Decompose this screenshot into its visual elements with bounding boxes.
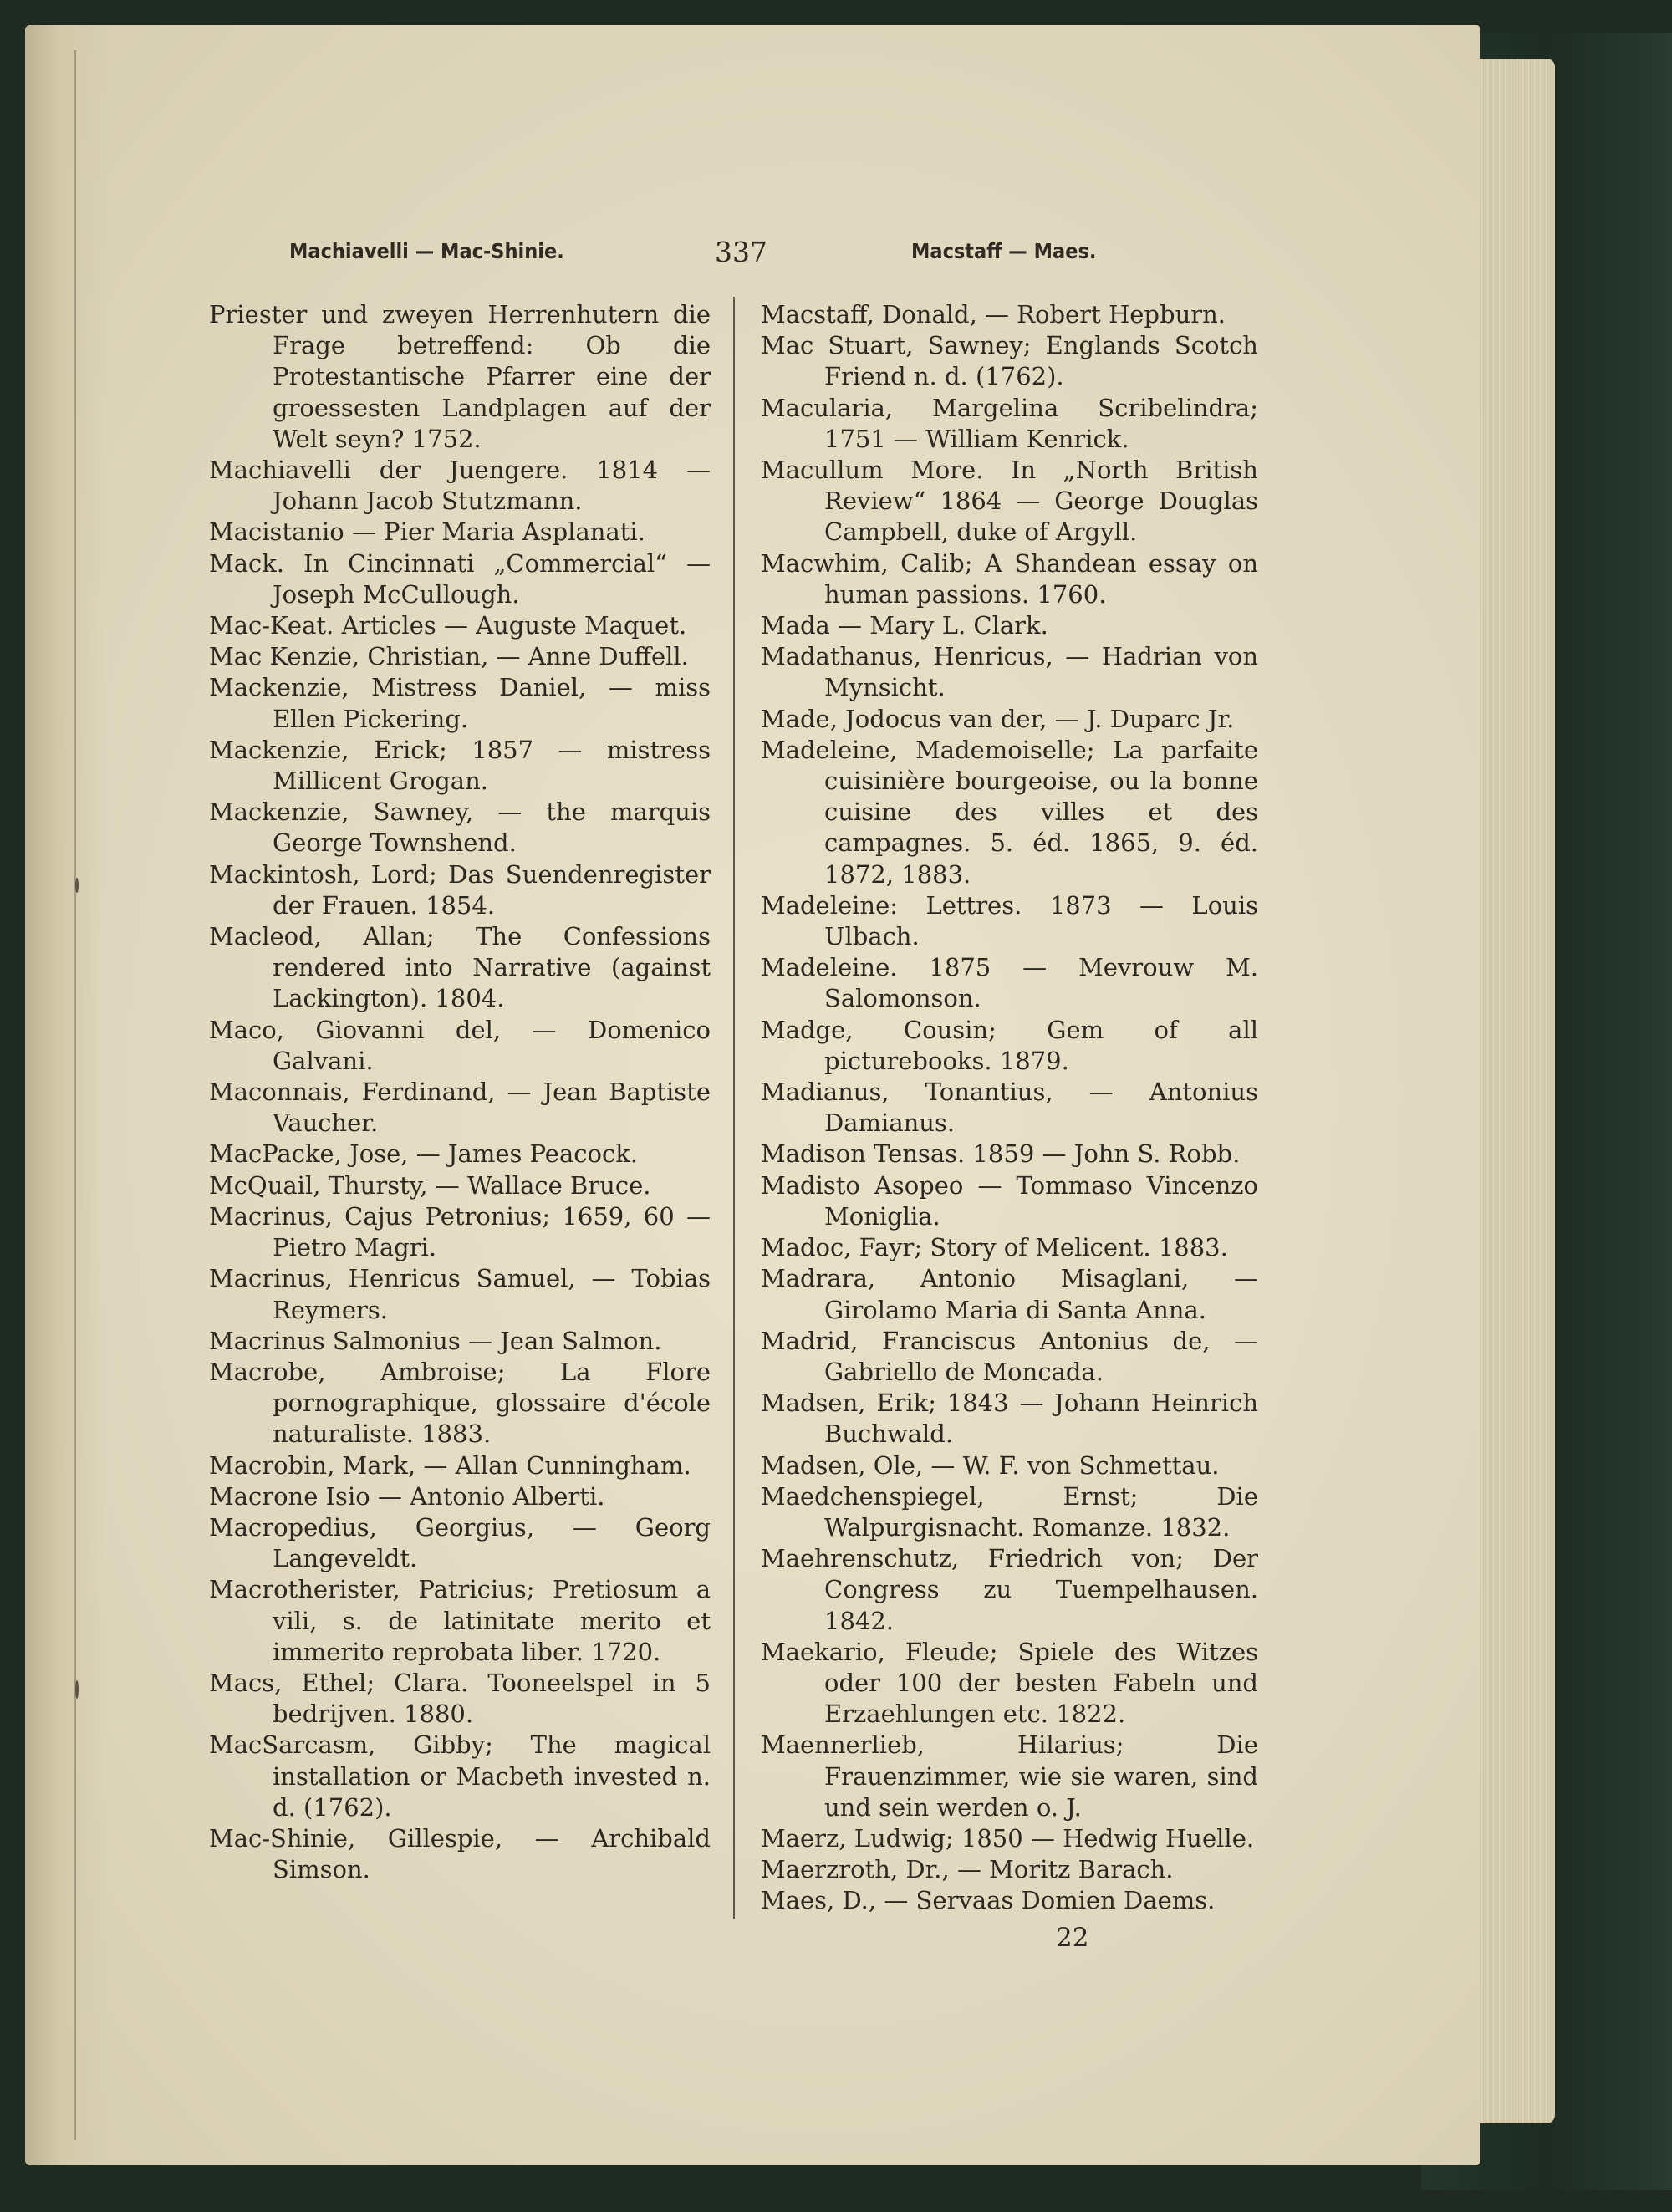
index-entry: Priester und zweyen Herrenhutern die Frage betreffend: Ob die Protestantische Pfarrer eine der groessesten Landplagen auf der Welt seyn? 1752. (209, 300, 711, 453)
index-entry: Madrid, Franciscus Antonius de, — Gabriello de Moncada. (761, 1326, 1258, 1386)
index-entry: Maerzroth, Dr., — Moritz Barach. (761, 1855, 1174, 1884)
running-head-left: Machiavelli — Mac-Shinie. (289, 239, 564, 263)
index-entry: Macistanio — Pier Maria Asplanati. (209, 517, 645, 547)
index-entry: Macleod, Allan; The Confessions rendered into Narrative (against Lackington). 1804. (209, 922, 711, 1013)
index-entry: Madeleine, Mademoiselle; La parfaite cuisinière bourgeoise, ou la bonne cuisine des villes et des campagnes. 5. éd. 1865, 9. éd. 1872, 1883. (761, 735, 1258, 889)
index-entry: Madeleine: Lettres. 1873 — Louis Ulbach. (761, 890, 1258, 951)
index-entry: Macrobe, Ambroise; La Flore pornographique, glossaire d'école naturaliste. 1883. (209, 1357, 711, 1449)
index-entry: Maconnais, Ferdinand, — Jean Baptiste Vaucher. (209, 1078, 711, 1138)
index-entry: Maedchenspiegel, Ernst; Die Walpurgisnacht. Romanze. 1832. (761, 1481, 1258, 1542)
index-entry: Macrobin, Mark, — Allan Cunningham. (209, 1450, 691, 1480)
index-entry: Mada — Mary L. Clark. (761, 611, 1048, 640)
index-entry: Madrara, Antonio Misaglani, — Girolamo Maria di Santa Anna. (761, 1264, 1258, 1324)
index-entry: Mackenzie, Sawney, — the marquis George Townshend. (209, 798, 711, 858)
page-speck (75, 878, 79, 893)
signature-mark: 22 (1056, 1923, 1089, 1953)
index-entry: Machiavelli der Juengere. 1814 — Johann Jacob Stutzmann. (209, 456, 711, 516)
index-entry: Made, Jodocus van der, — J. Duparc Jr. (761, 704, 1235, 733)
index-entry: Macs, Ethel; Clara. Tooneelspel in 5 bedrijven. 1880. (209, 1668, 711, 1729)
gutter-shadow (25, 25, 109, 2165)
index-entry: Mackenzie, Mistress Daniel, — miss Ellen Pickering. (209, 673, 711, 733)
index-entry: Maennerlieb, Hilarius; Die Frauenzimmer, wie sie waren, sind und sein werden o. J. (761, 1730, 1258, 1822)
index-entry: Mack. In Cincinnati „Commercial“ — Joseph McCullough. (209, 548, 711, 609)
index-entry: Mac Kenzie, Christian, — Anne Duffell. (209, 642, 689, 671)
index-entry: Macrinus, Henricus Samuel, — Tobias Reymers. (209, 1264, 711, 1324)
index-entry: Maco, Giovanni del, — Domenico Galvani. (209, 1015, 711, 1075)
left-column (209, 299, 711, 1885)
index-entry: Macrinus, Cajus Petronius; 1659, 60 — Pietro Magri. (209, 1201, 711, 1262)
column-divider (733, 297, 735, 1919)
index-entry: Macrone Isio — Antonio Alberti. (209, 1481, 605, 1511)
index-entry: Macropedius, Georgius, — Georg Langeveldt. (209, 1512, 711, 1573)
index-entry: Macrinus Salmonius — Jean Salmon. (209, 1326, 662, 1355)
index-entry: Maerz, Ludwig; 1850 — Hedwig Huelle. (761, 1823, 1255, 1853)
page-number: 337 (715, 236, 767, 268)
index-entry: Madathanus, Henricus, — Hadrian von Mynsicht. (761, 642, 1258, 702)
index-entry: Mac-Shinie, Gillespie, — Archibald Simson. (209, 1823, 711, 1884)
index-entry: Madison Tensas. 1859 — John S. Robb. (761, 1139, 1241, 1169)
index-entry: Mackenzie, Erick; 1857 — mistress Millicent Grogan. (209, 735, 711, 796)
index-entry: Mackintosh, Lord; Das Suendenregister der Frauen. 1854. (209, 859, 711, 920)
index-entry: Maekario, Fleude; Spiele des Witzes oder 100 der besten Fabeln und Erzaehlungen etc. 1822. (761, 1637, 1258, 1729)
index-entry: Maes, D., — Servaas Domien Daems. (761, 1886, 1216, 1915)
index-entry: Mac-Keat. Articles — Auguste Maquet. (209, 611, 687, 640)
index-entry: Madisto Asopeo — Tommaso Vincenzo Moniglia. (761, 1170, 1258, 1231)
right-column (761, 299, 1258, 1917)
page-speck (75, 1680, 79, 1699)
index-entry: Madoc, Fayr; Story of Melicent. 1883. (761, 1233, 1228, 1262)
index-entry: Madianus, Tonantius, — Antonius Damianus. (761, 1078, 1258, 1138)
index-entry: Madsen, Ole, — W. F. von Schmettau. (761, 1450, 1220, 1480)
index-entry: MacPacke, Jose, — James Peacock. (209, 1139, 638, 1169)
index-entry: Macstaff, Donald, — Robert Hepburn. (761, 300, 1226, 329)
index-entry: McQuail, Thursty, — Wallace Bruce. (209, 1170, 651, 1200)
gutter-fold (74, 50, 76, 2140)
index-entry: Madsen, Erik; 1843 — Johann Heinrich Buchwald. (761, 1389, 1258, 1449)
index-entry: Macullum More. In „North British Review“ 1864 — George Douglas Campbell, duke of Argyll. (761, 456, 1258, 547)
index-entry: Macrotherister, Patricius; Pretiosum a vili, s. de latinitate merito et immerito reprobata liber. 1720. (209, 1575, 711, 1666)
index-entry: Maehrenschutz, Friedrich von; Der Congress zu Tuempelhausen. 1842. (761, 1544, 1258, 1635)
index-entry: Madeleine. 1875 — Mevrouw M. Salomonson. (761, 953, 1258, 1013)
index-entry: MacSarcasm, Gibby; The magical installation or Macbeth invested n. d. (1762). (209, 1730, 711, 1822)
index-entry: Macularia, Margelina Scribelindra; 1751 — William Kenrick. (761, 393, 1258, 453)
running-head-right: Macstaff — Maes. (911, 239, 1097, 263)
index-entry: Mac Stuart, Sawney; Englands Scotch Friend n. d. (1762). (761, 331, 1258, 391)
index-entry: Madge, Cousin; Gem of all picturebooks. 1879. (761, 1015, 1258, 1075)
index-entry: Macwhim, Calib; A Shandean essay on human passions. 1760. (761, 548, 1258, 609)
